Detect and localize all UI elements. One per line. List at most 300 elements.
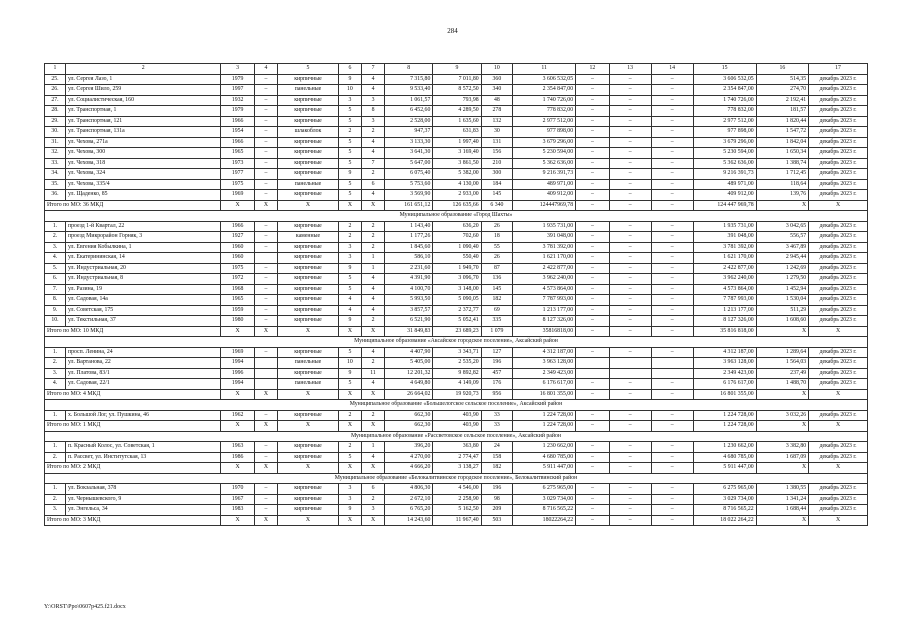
total-cell: X [221, 463, 255, 474]
section-title-row [45, 400, 868, 411]
table-cell: 196 [481, 358, 512, 369]
table-cell: – [254, 85, 277, 96]
table-cell: 1 621 170,00 [693, 253, 756, 264]
table-cell: 145 [481, 284, 512, 295]
table-row [45, 232, 868, 243]
table-cell: – [609, 158, 651, 169]
section-title-row [45, 431, 868, 442]
table-cell: – [609, 95, 651, 106]
total-cell: X [361, 463, 384, 474]
table-cell: 3. [45, 242, 66, 253]
table-cell: – [651, 85, 693, 96]
table-cell: 1 845,60 [385, 242, 433, 253]
table-cell: кирпичные [278, 305, 339, 316]
table-cell: 3. [45, 368, 66, 379]
table-cell: – [651, 221, 693, 232]
register-table [44, 63, 868, 526]
table-cell [254, 379, 277, 390]
table-cell: кирпичные [278, 106, 339, 117]
table-cell: 4 [361, 85, 384, 96]
table-cell: кирпичные [278, 316, 339, 327]
table-cell: 10 [338, 358, 361, 369]
table-cell: – [609, 410, 651, 421]
section-title: Муниципальное образование «Город Шахты» [45, 211, 868, 222]
table-cell: 6 765,20 [385, 505, 433, 516]
table-cell: – [609, 274, 651, 285]
table-cell: 4 391,90 [385, 274, 433, 285]
table-cell: 1 687,09 [756, 452, 808, 463]
total-cell: X [756, 515, 808, 526]
table-cell: 2 [361, 316, 384, 327]
table-cell: 1 997,40 [433, 137, 481, 148]
total-cell: X [361, 389, 384, 400]
table-cell: 5 052,41 [433, 316, 481, 327]
table-cell: 3 963 128,00 [513, 358, 576, 369]
table-cell: каменные [278, 232, 339, 243]
table-cell: кирпичные [278, 505, 339, 516]
table-cell: 2 372,77 [433, 305, 481, 316]
table-cell: ул. Евгения Кобылкина, 1 [65, 242, 220, 253]
table-cell: – [609, 253, 651, 264]
table-cell: 1 388,74 [756, 158, 808, 169]
total-cell: 1 224 728,00 [693, 421, 756, 432]
table-cell: 3 962 240,00 [693, 274, 756, 285]
total-cell: X [278, 421, 339, 432]
table-cell: ул. Индустриальная, 20 [65, 263, 220, 274]
table-cell: 9 [338, 316, 361, 327]
table-cell: 391 048,00 [693, 232, 756, 243]
table-cell: 4 680 785,00 [693, 452, 756, 463]
table-cell: – [651, 148, 693, 159]
table-row [45, 221, 868, 232]
table-cell: 210 [481, 158, 512, 169]
total-cell: X [254, 200, 277, 211]
table-cell: 1965 [221, 148, 255, 159]
table-row [45, 242, 868, 253]
table-cell: 4 573 864,00 [513, 284, 576, 295]
table-cell: 550,40 [433, 253, 481, 264]
table-cell: 1 090,40 [433, 242, 481, 253]
table-row [45, 358, 868, 369]
table-cell: 1969 [221, 347, 255, 358]
table-cell: 4. [45, 253, 66, 264]
table-cell: 5 230 594,00 [513, 148, 576, 159]
table-cell: 556,57 [756, 232, 808, 243]
table-cell: 4 [361, 284, 384, 295]
table-cell: – [254, 74, 277, 85]
total-cell: 124 447 969,78 [693, 200, 756, 211]
table-cell: 8 716 565,22 [693, 505, 756, 516]
table-cell: 1. [45, 442, 66, 453]
table-cell: 3 343,71 [433, 347, 481, 358]
table-cell: 3 133,30 [385, 137, 433, 148]
table-cell: 33 [481, 410, 512, 421]
table-cell: – [576, 263, 610, 274]
table-cell: 793,98 [433, 95, 481, 106]
table-cell: – [651, 316, 693, 327]
table-cell: 1 213 177,00 [513, 305, 576, 316]
table-cell: 4 [361, 305, 384, 316]
total-cell: X [361, 515, 384, 526]
table-cell: 32. [45, 148, 66, 159]
table-cell: 48 [481, 95, 512, 106]
table-cell: 3 [338, 253, 361, 264]
table-cell: – [609, 484, 651, 495]
table-cell: 2 [338, 410, 361, 421]
table-cell: 1. [45, 410, 66, 421]
table-cell: ул. Чехова, 324 [65, 169, 220, 180]
table-cell: 1963 [221, 442, 255, 453]
table-cell: 3. [45, 505, 66, 516]
total-cell: X [278, 515, 339, 526]
table-row [45, 368, 868, 379]
table-cell: декабрь 2023 г. [809, 410, 868, 421]
table-cell: 33. [45, 158, 66, 169]
table-cell: 3 569,90 [385, 190, 433, 201]
table-row [45, 95, 868, 106]
table-cell: 11 [361, 368, 384, 379]
table-cell: 4 270,00 [385, 452, 433, 463]
table-cell: 2. [45, 494, 66, 505]
total-cell: – [576, 463, 610, 474]
table-cell: 1927 [221, 232, 255, 243]
table-cell: ул. Садовая, 14а [65, 295, 220, 306]
table-cell: 5 [338, 190, 361, 201]
table-cell: 1972 [221, 274, 255, 285]
total-cell: 4 666,20 [385, 463, 433, 474]
table-cell: 1 224 728,00 [513, 410, 576, 421]
table-cell: 4 100,70 [385, 284, 433, 295]
table-cell: 5 [338, 148, 361, 159]
total-cell: X [361, 421, 384, 432]
table-cell: 127 [481, 347, 512, 358]
total-cell: – [609, 200, 651, 211]
table-cell: 2 977 512,00 [693, 116, 756, 127]
table-row [45, 274, 868, 285]
table-cell: 35. [45, 179, 66, 190]
table-cell: 3 857,57 [385, 305, 433, 316]
column-number: 2 [65, 64, 220, 75]
table-cell: – [651, 379, 693, 390]
table-cell: шлакоблок [278, 127, 339, 138]
total-row [45, 200, 868, 211]
total-cell: 6 340 [481, 200, 512, 211]
table-cell: 27. [45, 95, 66, 106]
table-cell: 3 029 734,00 [693, 494, 756, 505]
table-cell: – [609, 179, 651, 190]
table-cell: 1 740 726,00 [513, 95, 576, 106]
table-cell: – [254, 305, 277, 316]
table-cell: 1977 [221, 169, 255, 180]
total-cell: – [651, 421, 693, 432]
table-cell: – [576, 494, 610, 505]
table-row [45, 137, 868, 148]
table-cell: 3 641,30 [385, 148, 433, 159]
table-cell: – [651, 116, 693, 127]
table-cell: – [651, 158, 693, 169]
table-cell: – [651, 494, 693, 505]
column-number: 3 [221, 64, 255, 75]
table-cell: 3 606 532,05 [693, 74, 756, 85]
total-cell: – [576, 421, 610, 432]
table-cell: панельные [278, 179, 339, 190]
table-cell: – [651, 106, 693, 117]
table-cell: – [651, 95, 693, 106]
table-cell: ул. Вокзальная, 378 [65, 484, 220, 495]
table-cell: – [576, 232, 610, 243]
table-cell: – [254, 410, 277, 421]
total-cell: 16 801 355,00 [693, 389, 756, 400]
table-row [45, 85, 868, 96]
table-row [45, 442, 868, 453]
total-cell: – [576, 326, 610, 337]
table-cell: ул. Социалистическая, 160 [65, 95, 220, 106]
table-cell: 9 [338, 263, 361, 274]
table-cell: кирпичные [278, 368, 339, 379]
table-cell: – [254, 179, 277, 190]
table-cell: 3 096,70 [433, 274, 481, 285]
column-number: 16 [756, 64, 808, 75]
column-number: 10 [481, 64, 512, 75]
total-cell: X [338, 200, 361, 211]
table-cell: 3 029 734,00 [513, 494, 576, 505]
table-cell: 5 405,00 [385, 358, 433, 369]
table-cell: 6 [361, 179, 384, 190]
table-cell: 6 521,90 [385, 316, 433, 327]
table-cell: – [576, 242, 610, 253]
table-cell: – [254, 284, 277, 295]
table-cell: 1. [45, 347, 66, 358]
table-cell: 5 [338, 106, 361, 117]
table-cell: ул. Разина, 19 [65, 284, 220, 295]
table-cell: 6 275 965,00 [693, 484, 756, 495]
total-row [45, 421, 868, 432]
table-cell: – [609, 494, 651, 505]
table-cell: 29. [45, 116, 66, 127]
column-number: 7 [361, 64, 384, 75]
table-cell: 1 452,94 [756, 284, 808, 295]
table-cell: – [651, 505, 693, 516]
table-cell: – [651, 452, 693, 463]
table-cell: 4 [361, 190, 384, 201]
table-cell: 2 [361, 169, 384, 180]
total-cell: – [609, 463, 651, 474]
table-cell: кирпичные [278, 74, 339, 85]
table-cell: – [651, 190, 693, 201]
table-cell: – [254, 452, 277, 463]
file-path-footer: Y:\ORST\Ppo\0607p425.f21.docx [44, 604, 126, 610]
table-cell: 1 564,03 [756, 358, 808, 369]
table-cell: 18 [481, 232, 512, 243]
table-cell: 2 [361, 127, 384, 138]
table-cell: – [609, 137, 651, 148]
table-row [45, 452, 868, 463]
table-cell: 1 177,26 [385, 232, 433, 243]
table-cell: декабрь 2023 г. [809, 148, 868, 159]
table-cell: 2 [338, 127, 361, 138]
table-cell: 26. [45, 85, 66, 96]
table-cell: 28. [45, 106, 66, 117]
table-row [45, 148, 868, 159]
table-cell: 6 176 617,00 [693, 379, 756, 390]
table-row [45, 347, 868, 358]
table-cell: 6 452,60 [385, 106, 433, 117]
section-title: Муниципальное образование «Рассветовское сельское поселение», Аксайский район [45, 431, 868, 442]
table-cell: 3 042,65 [756, 221, 808, 232]
table-cell: – [609, 316, 651, 327]
column-number: 1 [45, 64, 66, 75]
table-cell: п. Рассвет, ул. Институтская, 13 [65, 452, 220, 463]
table-cell: декабрь 2023 г. [809, 253, 868, 264]
table-cell: – [254, 137, 277, 148]
total-cell: 124447969,78 [513, 200, 576, 211]
table-cell: 1960 [221, 242, 255, 253]
table-cell: 6 275 965,00 [513, 484, 576, 495]
total-row [45, 389, 868, 400]
table-cell: 3 [361, 116, 384, 127]
table-row [45, 263, 868, 274]
table-cell: – [651, 179, 693, 190]
table-cell: 4 [361, 137, 384, 148]
total-cell: X [756, 200, 808, 211]
table-cell: – [576, 137, 610, 148]
table-cell: кирпичные [278, 410, 339, 421]
table-cell: 2 349 423,00 [513, 368, 576, 379]
table-cell: 12 201,32 [385, 368, 433, 379]
table-cell: 3 679 296,00 [693, 137, 756, 148]
total-cell: 662,30 [385, 421, 433, 432]
section-title: Муниципальное образование «Аксайское городское поселение», Аксайский район [45, 337, 868, 348]
total-cell: X [809, 515, 868, 526]
table-cell: 26 [481, 253, 512, 264]
table-cell: – [576, 116, 610, 127]
table-cell: декабрь 2023 г. [809, 221, 868, 232]
table-cell [576, 358, 610, 369]
total-cell: X [809, 389, 868, 400]
table-cell: – [576, 106, 610, 117]
table-row [45, 127, 868, 138]
table-cell: – [609, 452, 651, 463]
table-cell: 9 [338, 74, 361, 85]
table-cell: декабрь 2023 г. [809, 494, 868, 505]
table-cell: – [254, 190, 277, 201]
table-cell: декабрь 2023 г. [809, 442, 868, 453]
table-cell: 489 971,00 [513, 179, 576, 190]
total-cell: X [361, 200, 384, 211]
column-number: 5 [278, 64, 339, 75]
total-cell: X [254, 421, 277, 432]
table-cell: декабрь 2023 г. [809, 179, 868, 190]
table-cell: 702,60 [433, 232, 481, 243]
table-cell: кирпичные [278, 263, 339, 274]
table-cell: 1975 [221, 263, 255, 274]
table-cell: 9 [338, 169, 361, 180]
table-cell [651, 358, 693, 369]
table-cell: – [576, 379, 610, 390]
table-cell: 300 [481, 169, 512, 180]
table-cell: 1966 [221, 137, 255, 148]
table-row [45, 74, 868, 85]
total-cell: – [609, 389, 651, 400]
table-cell: 9 892,82 [433, 368, 481, 379]
column-number: 12 [576, 64, 610, 75]
table-cell: – [609, 305, 651, 316]
table-cell: 3 781 392,00 [693, 242, 756, 253]
table-cell: 1966 [221, 221, 255, 232]
total-cell: X [254, 515, 277, 526]
table-cell: – [576, 295, 610, 306]
table-cell: 4 [361, 452, 384, 463]
table-cell: 34. [45, 169, 66, 180]
table-cell: – [609, 379, 651, 390]
table-cell: 26 [481, 221, 512, 232]
table-cell: декабрь 2023 г. [809, 452, 868, 463]
table-cell: декабрь 2023 г. [809, 305, 868, 316]
table-cell: 7. [45, 284, 66, 295]
table-cell: – [576, 305, 610, 316]
table-cell: 181,57 [756, 106, 808, 117]
table-cell: 9 216 391,73 [513, 169, 576, 180]
total-cell: X [756, 463, 808, 474]
table-cell: кирпичные [278, 494, 339, 505]
table-cell: кирпичные [278, 221, 339, 232]
table-cell: 1969 [221, 190, 255, 201]
table-cell: 7 011,80 [433, 74, 481, 85]
table-cell: 977 898,00 [693, 127, 756, 138]
table-cell: 3 [338, 242, 361, 253]
table-cell: 1970 [221, 484, 255, 495]
header-row [45, 64, 868, 75]
table-cell: 2. [45, 358, 66, 369]
total-cell: X [254, 326, 277, 337]
total-label: Итого по МО: 2 МКД [45, 463, 221, 474]
table-cell: 8 127 326,00 [513, 316, 576, 327]
table-cell: – [651, 74, 693, 85]
table-cell: 2 [361, 242, 384, 253]
table-cell: 1959 [221, 305, 255, 316]
table-cell: – [651, 484, 693, 495]
table-cell: 2 535,20 [433, 358, 481, 369]
section-title-row [45, 473, 868, 484]
table-cell: – [576, 316, 610, 327]
column-number: 15 [693, 64, 756, 75]
table-cell: 5 [338, 137, 361, 148]
table-cell: 4 [338, 295, 361, 306]
table-cell: декабрь 2023 г. [809, 85, 868, 96]
total-cell: – [651, 389, 693, 400]
table-cell: 5 [338, 116, 361, 127]
table-cell: – [609, 232, 651, 243]
table-row [45, 179, 868, 190]
column-number: 9 [433, 64, 481, 75]
table-cell: 5 753,60 [385, 179, 433, 190]
table-cell: декабрь 2023 г. [809, 95, 868, 106]
table-cell: 5 [338, 347, 361, 358]
table-cell: 7 787 993,00 [693, 295, 756, 306]
table-cell: 977 898,00 [513, 127, 576, 138]
table-cell: 5 [338, 452, 361, 463]
column-number: 13 [609, 64, 651, 75]
table-cell: 1 230 662,00 [513, 442, 576, 453]
total-cell: 5 911 447,00 [513, 463, 576, 474]
table-cell: кирпичные [278, 274, 339, 285]
table-cell: 1 740 726,00 [693, 95, 756, 106]
page-number: 284 [447, 27, 458, 35]
table-cell: 8 127 326,00 [693, 316, 756, 327]
table-cell: 5 [338, 274, 361, 285]
table-cell: 1 935 731,00 [513, 221, 576, 232]
table-row [45, 284, 868, 295]
